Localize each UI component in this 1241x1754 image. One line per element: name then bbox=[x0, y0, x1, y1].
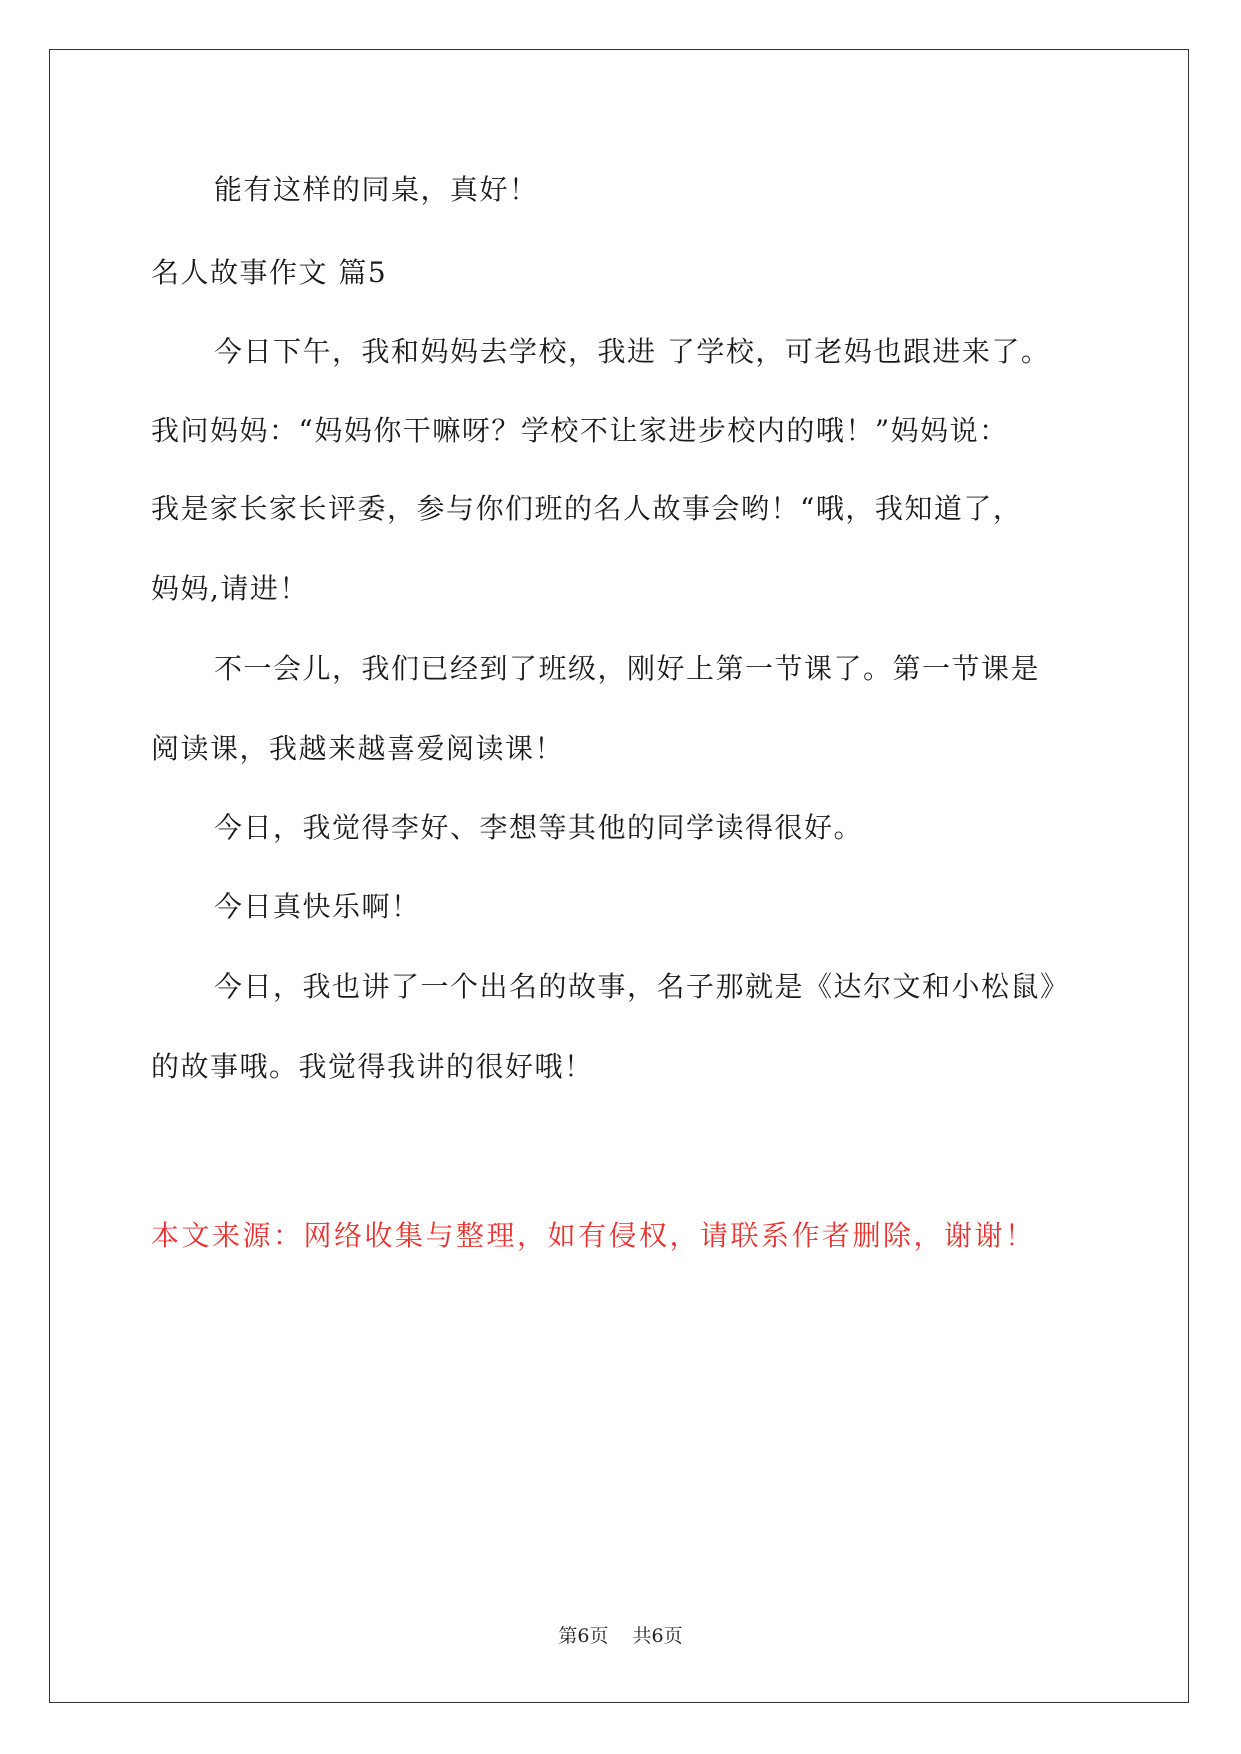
paragraph-line: 我问妈妈：“妈妈你干嘛呀？学校不让家进步校内的哦！”妈妈说： bbox=[151, 414, 1009, 447]
paragraph-line: 不一会儿，我们已经到了班级，刚好上第一节课了。第一节课是 bbox=[214, 652, 1041, 685]
source-note: 本文来源：网络收集与整理，如有侵权，请联系作者删除，谢谢！ bbox=[151, 1219, 1036, 1252]
section-heading: 名人故事作文 篇5 bbox=[151, 256, 388, 289]
paragraph-line: 我是家长家长评委，参与你们班的名人故事会哟！“哦，我知道了， bbox=[151, 492, 1023, 525]
paragraph-line: 今日真快乐啊！ bbox=[214, 890, 421, 923]
page-border bbox=[49, 49, 1189, 1703]
paragraph-line: 今日，我也讲了一个出名的故事，名子那就是《达尔文和小松鼠》 bbox=[214, 970, 1070, 1003]
paragraph-line: 的故事哦。我觉得我讲的很好哦！ bbox=[151, 1050, 594, 1083]
page-total: 共6页 bbox=[632, 1625, 683, 1647]
paragraph-line: 今日，我觉得李好、李想等其他的同学读得很好。 bbox=[214, 811, 864, 844]
paragraph-line: 今日下午，我和妈妈去学校，我进 了学校，可老妈也跟进来了。 bbox=[214, 335, 1051, 368]
page-number: 第6页 bbox=[558, 1625, 609, 1647]
paragraph-line: 能有这样的同桌，真好！ bbox=[214, 173, 539, 206]
paragraph-line: 阅读课，我越来越喜爱阅读课！ bbox=[151, 732, 565, 765]
page-footer bbox=[0, 1624, 1241, 1648]
paragraph-line: 妈妈,请进！ bbox=[151, 572, 309, 605]
